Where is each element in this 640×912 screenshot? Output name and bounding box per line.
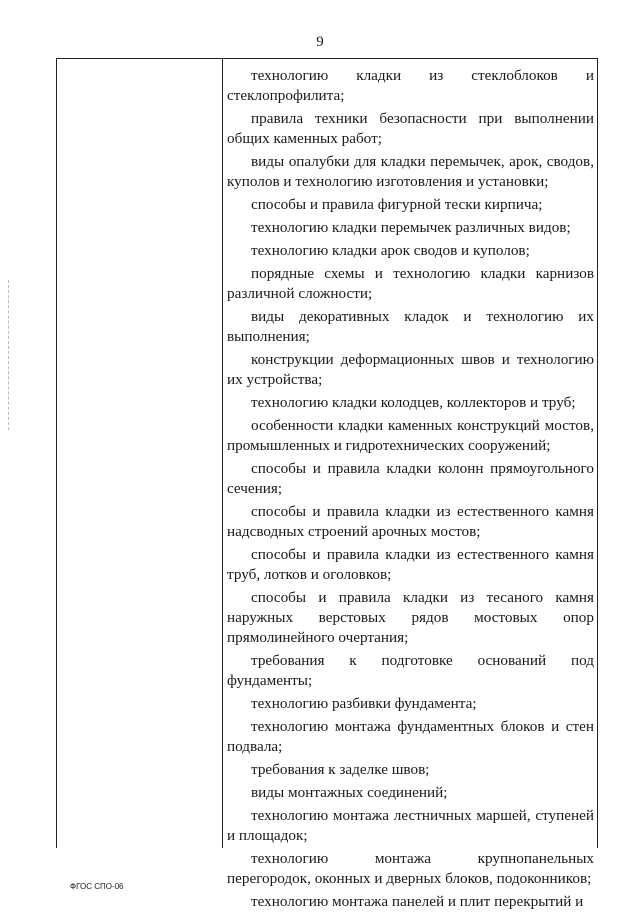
list-item: способы и правила фигурной тески кирпича;	[251, 196, 543, 213]
list-item: технологию кладки арок сводов и куполов;	[251, 242, 530, 259]
list-item: требования к подготовке оснований под фундаменты;	[227, 652, 594, 689]
list-item: технологию монтажа фундаментных блоков и стен подвала;	[227, 718, 594, 755]
list-item: технологию монтажа крупнопанельных перегородок, оконных и дверных блоков, подоконников;	[227, 850, 594, 887]
list-item: технологию монтажа панелей и плит перекрытий и	[251, 893, 584, 910]
list-item: виды монтажных соединений;	[251, 784, 448, 801]
list-item: технологию разбивки фундамента;	[251, 695, 477, 712]
list-item: технологию кладки из стеклоблоков и стеклопрофилита;	[227, 67, 594, 104]
table-right-cell	[223, 59, 597, 910]
list-item: требования к заделке швов;	[251, 761, 430, 778]
list-item: особенности кладки каменных конструкций мостов, промышленных и гидротехнических сооружений;	[227, 417, 594, 454]
list-item: правила техники безопасности при выполнении общих каменных работ;	[227, 110, 594, 147]
table-left-cell	[57, 59, 223, 848]
list-item: виды опалубки для кладки перемычек, арок, сводов, куполов и технологию изготовления и установки;	[227, 153, 594, 190]
list-item: технологию кладки колодцев, коллекторов и труб;	[251, 394, 576, 411]
document-footer: ФГОС СПО-06	[70, 882, 124, 891]
scan-margin-marks	[8, 280, 10, 430]
list-item: способы и правила кладки из тесаного камня наружных верстовых рядов мостовых опор прямолинейного очертания;	[227, 589, 594, 646]
list-item: конструкции деформационных швов и технологию их устройства;	[227, 351, 594, 388]
page-number: 9	[316, 34, 324, 50]
list-item: виды декоративных кладок и технологию их выполнения;	[227, 308, 594, 345]
list-item: порядные схемы и технологию кладки карнизов различной сложности;	[227, 265, 594, 302]
list-item: способы и правила кладки из естественного камня труб, лотков и оголовков;	[227, 546, 594, 583]
list-item: технологию монтажа лестничных маршей, ступеней и площадок;	[227, 807, 594, 844]
list-item: технологию кладки перемычек различных видов;	[251, 219, 571, 236]
list-item: способы и правила кладки из естественного камня надсводных строений арочных мостов;	[227, 503, 594, 540]
list-item: способы и правила кладки колонн прямоугольного сечения;	[227, 460, 594, 497]
